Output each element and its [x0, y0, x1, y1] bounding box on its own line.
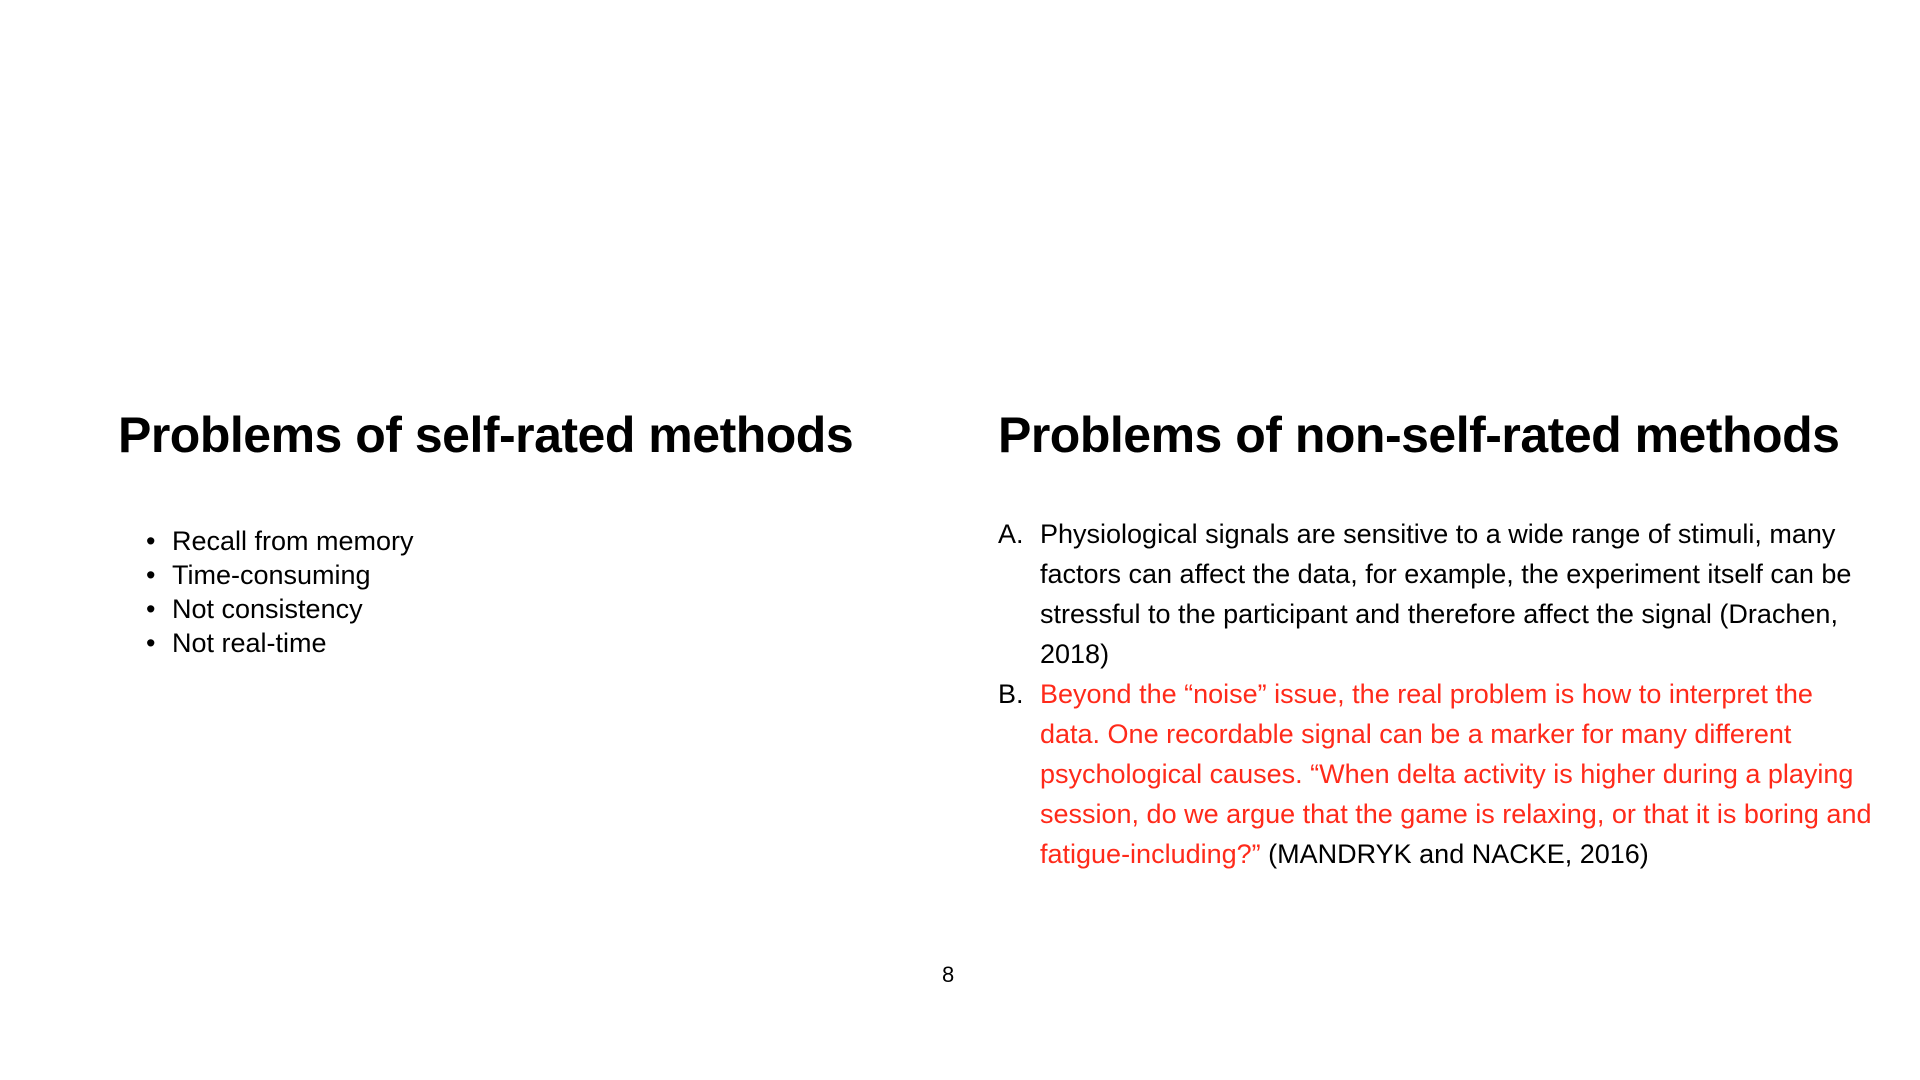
page-number: 8	[942, 962, 955, 987]
highlighted-text: Beyond the “noise” issue, the real problem is how to interpret the data. One recordable signal can be a marker for many different psychological causes. “When delta activity is higher during a playing session, do we argue that the game is relaxing, or that it is boring and fatigue-including?”	[1040, 679, 1872, 869]
list-item: • Recall from memory	[148, 524, 414, 558]
list-marker: A.	[998, 519, 1024, 549]
list-item	[998, 514, 1878, 674]
list-item: • Not real-time	[148, 626, 414, 660]
list-marker: B.	[998, 679, 1024, 709]
list-item: • Not consistency	[148, 592, 414, 626]
item-text: Physiological signals are sensitive to a wide range of stimuli, many factors can affect the data, for example, the experiment itself can be stressful to the participant and therefore affect the signal (Drachen, 2018)	[1040, 519, 1852, 669]
self-rated-problems-list	[148, 524, 414, 660]
list-item: • Time-consuming	[148, 558, 414, 592]
non-self-rated-problems-list	[998, 514, 1878, 874]
left-title: Problems of self-rated methods	[118, 407, 854, 463]
list-item	[998, 674, 1878, 874]
right-title: Problems of non-self-rated methods	[998, 407, 1840, 463]
citation: (MANDRYK and NACKE, 2016)	[1260, 839, 1649, 869]
